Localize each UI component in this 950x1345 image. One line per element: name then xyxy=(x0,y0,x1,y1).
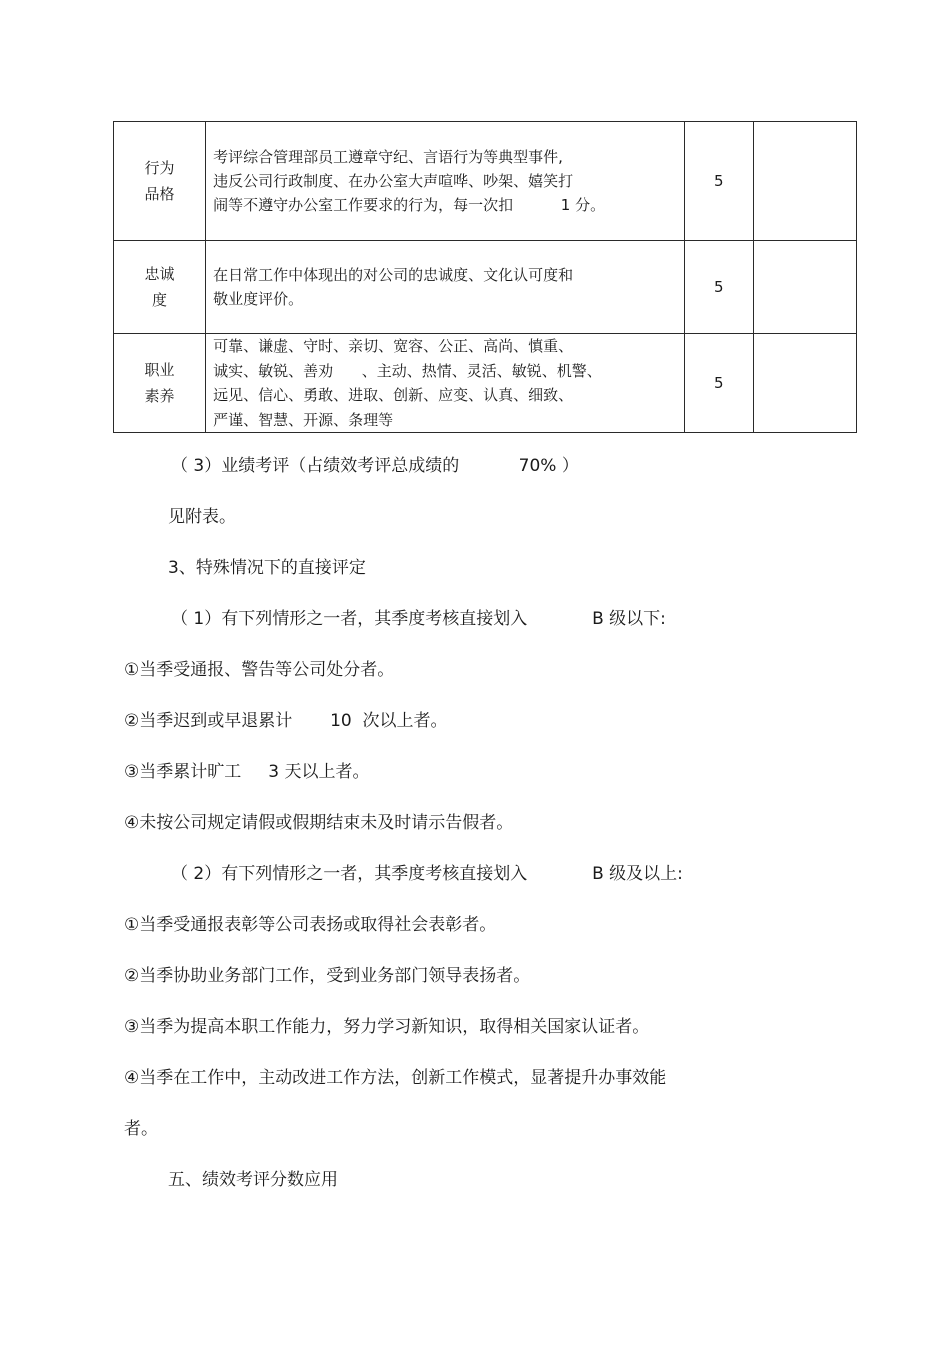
criterion-name-line: 忠诚 xyxy=(144,265,175,283)
description-line: 考评综合管理部员工遵章守纪、言语行为等典型事件, xyxy=(213,148,563,166)
description-line: 诚实、敏锐、善劝 、主动、热情、灵活、敏锐、机警、 xyxy=(213,361,602,380)
description-line: 可靠、谦虚、守时、亲切、宽容、公正、高尚、慎重、 xyxy=(213,337,574,355)
criterion-score: 5 xyxy=(684,334,753,433)
criterion-name-line: 品格 xyxy=(144,185,175,203)
criterion-score: 5 xyxy=(684,241,753,334)
criterion-name xyxy=(114,122,206,241)
see-appendix-text: 见附表。 xyxy=(168,507,236,527)
criterion-description xyxy=(206,334,685,433)
evaluation-table xyxy=(113,121,857,433)
above-b-heading: （ 2）有下列情形之一者，其季度考核直接划入 B 级及以上: xyxy=(171,864,683,884)
list-item: ①当季受通报表彰等公司表扬或取得社会表彰者。 xyxy=(124,915,497,935)
criterion-name xyxy=(114,241,206,334)
criterion-name xyxy=(114,334,206,433)
list-item: ②当季迟到或早退累计 10 次以上者。 xyxy=(124,711,448,731)
criterion-name-line: 度 xyxy=(152,291,168,309)
list-item: ②当季协助业务部门工作，受到业务部门领导表扬者。 xyxy=(124,966,531,986)
criterion-name-line: 行为 xyxy=(144,159,175,177)
criterion-score: 5 xyxy=(684,122,753,241)
criterion-description xyxy=(206,122,685,241)
table-row xyxy=(114,241,857,334)
section-five-heading: 五、绩效考评分数应用 xyxy=(168,1170,338,1190)
list-item: ③当季累计旷工 3 天以上者。 xyxy=(124,762,370,782)
criterion-name-line: 素养 xyxy=(144,387,175,405)
list-item-continuation: 者。 xyxy=(124,1119,158,1139)
list-item: ④未按公司规定请假或假期结束未及时请示告假者。 xyxy=(124,813,514,833)
description-line: 在日常工作中体现出的对公司的忠诚度、文化认可度和 xyxy=(213,266,574,284)
list-item: ①当季受通报、警告等公司处分者。 xyxy=(124,660,395,680)
description-line: 敬业度评价。 xyxy=(213,290,304,308)
table-row xyxy=(114,122,857,241)
list-item: ③当季为提高本职工作能力，努力学习新知识，取得相关国家认证者。 xyxy=(124,1017,650,1037)
criterion-result-cell xyxy=(753,241,856,334)
criterion-name-line: 职业 xyxy=(144,361,175,379)
list-item: ④当季在工作中，主动改进工作方法，创新工作模式，显著提升办事效能 xyxy=(124,1068,667,1088)
special-case-heading: 3、特殊情况下的直接评定 xyxy=(168,558,366,578)
description-line: 严谨、智慧、开源、条理等 xyxy=(213,410,394,429)
criterion-description xyxy=(206,241,685,334)
criterion-result-cell xyxy=(753,122,856,241)
performance-section-heading: （ 3）业绩考评（占绩效考评总成绩的 70% ） xyxy=(171,456,579,476)
description-line: 远见、信心、勇敢、进取、创新、应变、认真、细致、 xyxy=(213,386,574,404)
table-row xyxy=(114,334,857,433)
criterion-result-cell xyxy=(753,334,856,433)
description-line: 违反公司行政制度、在办公室大声喧哗、吵架、嬉笑打 xyxy=(213,172,574,190)
description-line: 闹等不遵守办公室工作要求的行为，每一次扣 1 分。 xyxy=(213,196,606,214)
below-b-heading: （ 1）有下列情形之一者，其季度考核直接划入 B 级以下: xyxy=(171,609,666,629)
